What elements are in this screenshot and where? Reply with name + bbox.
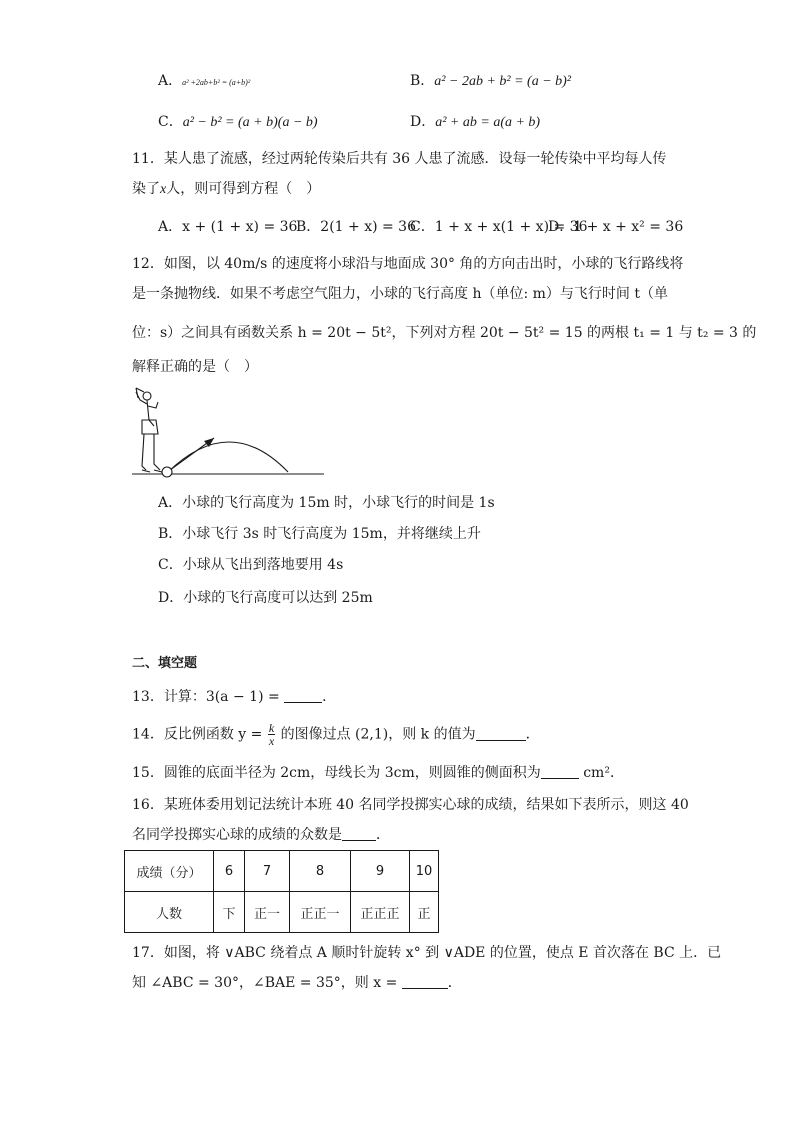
q15-end: cm²． — [578, 765, 624, 781]
q11-stem-text: 染了 — [132, 181, 160, 197]
q14-end: ． — [525, 726, 540, 743]
q10-option-c-text: a² − b² = (a + b)(a − b) — [182, 115, 318, 130]
q17-answer-blank[interactable] — [402, 974, 448, 989]
q17-stem-line-1: 17．如图，将 ∨ABC 绕着点 A 顺时针旋转 x° 到 ∨ADE 的位置，使点 E 首次落在 BC 上．已 — [132, 945, 722, 961]
table-cell: 人数 — [125, 892, 214, 933]
q13-answer-blank[interactable] — [284, 688, 322, 703]
q14 — [132, 722, 540, 747]
q10-option-d-text: a² + ab = a(a + b) — [435, 115, 541, 130]
q16-stem-line-2 — [132, 824, 390, 846]
q14-fraction-denominator: x — [268, 734, 275, 748]
table-row — [125, 851, 439, 892]
q10-option-d-label: D． — [410, 114, 436, 130]
q12-stem-line-2: 是一条抛物线．如果不考虑空气阻力，小球的飞行高度 h（单位: m）与飞行时间 t（单 — [132, 286, 668, 302]
q10-option-c — [158, 111, 318, 134]
table-cell: 正正正 — [351, 892, 410, 933]
table-cell: 6 — [214, 851, 245, 892]
q16-end: ． — [376, 827, 390, 843]
table-row — [125, 892, 439, 933]
q12-stem-line-4: 解释正确的是（ ） — [132, 359, 258, 375]
q10-option-a-label: A． — [158, 73, 183, 89]
q14-text-mid: 的图像过点 (2,1)，则 k 的值为 — [276, 726, 476, 743]
table-cell: 成绩（分） — [125, 851, 214, 892]
q10-option-c-label: C． — [158, 114, 183, 130]
q11-stem-line-1: 11．某人患了流感，经过两轮传染后共有 36 人患了流感．设每一轮传染中平均每人传 — [132, 151, 667, 167]
q11-option-c: C．1 + x + x(1 + x) = 36 — [410, 219, 588, 235]
q15-answer-blank[interactable] — [541, 764, 579, 779]
q10-option-b-text: a² − 2ab + b² = (a − b)² — [434, 74, 572, 89]
q12-option-d: D．小球的飞行高度可以达到 25m — [158, 590, 373, 606]
q13-text: 13．计算：3(a − 1) = — [132, 689, 285, 705]
ball — [162, 467, 172, 477]
section-heading-fill-in: 二、填空题 — [132, 655, 198, 670]
q12-option-a: A．小球的飞行高度为 15m 时，小球飞行的时间是 1s — [158, 495, 495, 511]
table-cell: 正正一 — [290, 892, 351, 933]
q16-stem-line-1: 16．某班体委用划记法统计本班 40 名同学投掷实心球的成绩，结果如下表所示，则这 40 — [132, 797, 689, 813]
table-cell: 9 — [351, 851, 410, 892]
table-cell: 正 — [410, 892, 439, 933]
q11-option-a: A．x + (1 + x) = 36 — [158, 219, 298, 235]
q11-option-d: D．1 + x + x² = 36 — [548, 219, 684, 235]
q16-text: 名同学投掷实心球的成绩的众数是 — [132, 827, 342, 843]
table-cell: 下 — [214, 892, 245, 933]
table-cell: 10 — [410, 851, 439, 892]
q14-answer-blank[interactable] — [476, 726, 526, 741]
q12-golfer-figure — [130, 386, 330, 478]
q12-option-b: B．小球飞行 3s 时飞行高度为 15m，并将继续上升 — [158, 526, 481, 542]
q11-variable: x — [160, 182, 167, 197]
q10-option-b — [410, 70, 571, 93]
table-cell: 正一 — [245, 892, 290, 933]
q16-answer-blank[interactable] — [342, 826, 376, 841]
q10-option-a-text: a² +2ab+b² = (a+b)² — [182, 78, 251, 87]
q10-option-a — [158, 70, 250, 94]
q17-stem-line-2 — [132, 972, 462, 994]
flight-parabola — [168, 442, 288, 472]
q12-option-c: C．小球从飞出到落地要用 4s — [158, 557, 344, 573]
q11-stem-line-2 — [132, 178, 320, 201]
q12-stem-line-3: 位：s）之间具有函数关系 h = 20t − 5t²，下列对方程 20t − 5t² = 15 的两根 t₁ = 1 与 t₂ = 3 的 — [132, 325, 757, 341]
q14-fraction-numerator: k — [268, 721, 275, 735]
q17-text: 知 ∠ABC = 30°，∠BAE = 35°，则 x = — [132, 975, 402, 991]
q11-option-b: B．2(1 + x) = 36 — [296, 219, 416, 235]
q13-end: ． — [322, 689, 337, 705]
table-cell: 8 — [290, 851, 351, 892]
q15 — [132, 762, 624, 784]
q15-text: 15．圆锥的底面半径为 2cm，母线长为 3cm，则圆锥的侧面积为 — [132, 765, 541, 781]
q14-text-pre: 14．反比例函数 y = — [132, 726, 267, 743]
q10-option-b-label: B． — [410, 73, 435, 89]
q11-stem-text-end: 人，则可得到方程（ ） — [166, 181, 321, 197]
arrow-head-icon — [204, 438, 214, 447]
q14-fraction — [268, 722, 275, 747]
q17-end: ． — [447, 975, 462, 991]
q13 — [132, 686, 336, 708]
q12-stem-line-1: 12．如图，以 40m/s 的速度将小球沿与地面成 30° 角的方向击出时，小球的飞行路线将 — [132, 256, 684, 272]
q10-option-d — [410, 111, 540, 134]
q16-score-table — [124, 850, 439, 933]
golfer — [136, 388, 162, 472]
table-cell: 7 — [245, 851, 290, 892]
